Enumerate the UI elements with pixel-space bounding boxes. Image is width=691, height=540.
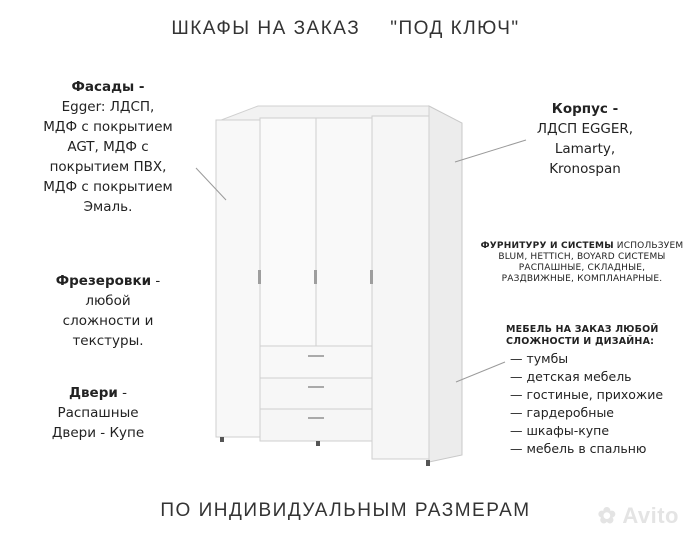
milling-heading-tail: -	[151, 273, 161, 289]
custom-heading: МЕБЕЛЬ НА ЗАКАЗ ЛЮБОЙ	[506, 324, 659, 335]
doors-heading-tail: -	[117, 385, 128, 401]
foot-2	[316, 441, 320, 446]
list-item: — гостиные, прихожие	[506, 386, 686, 404]
fittings-block	[476, 241, 688, 285]
body-line: Lamarty,	[554, 141, 616, 157]
door-handle-1	[258, 270, 261, 284]
doors-line: Двери - Купе	[51, 425, 145, 441]
fittings-heading: ФУРНИТУРУ И СИСТЕМЫ	[480, 241, 614, 251]
door-handle-3	[370, 270, 373, 284]
facades-heading: Фасады -	[71, 79, 145, 95]
body-block	[510, 99, 660, 179]
list-item: — шкафы-купе	[506, 422, 686, 440]
pointer-line-custom	[456, 362, 505, 382]
watermark-text: Avito	[622, 503, 679, 528]
foot-1	[220, 437, 224, 442]
doors-line: Распашные	[57, 405, 139, 421]
avito-watermark	[598, 503, 679, 529]
footer-text: ПО ИНДИВИДУАЛЬНЫМ РАЗМЕРАМ	[160, 500, 531, 521]
milling-line: любой	[85, 293, 131, 309]
list-item: — гардеробные	[506, 404, 686, 422]
list-item: — детская мебель	[506, 368, 686, 386]
facades-line: Эмаль.	[83, 199, 133, 215]
milling-line: текстуры.	[72, 333, 144, 349]
fittings-line: РАСПАШНЫЕ, СКЛАДНЫЕ,	[518, 263, 646, 273]
doors-heading: Двери	[68, 385, 118, 401]
facades-line: МДФ с покрытием	[43, 119, 173, 135]
body-heading: Корпус -	[551, 101, 619, 117]
custom-furniture-block	[506, 324, 686, 458]
foot-3	[426, 460, 430, 466]
wardrobe-door-2	[260, 118, 316, 346]
milling-heading: Фрезеровки	[55, 273, 152, 289]
facades-line: покрытием ПВХ,	[49, 159, 167, 175]
fittings-heading-tail: ИСПОЛЬЗУЕМ	[613, 241, 684, 251]
doors-block	[8, 383, 188, 443]
facades-block	[18, 77, 198, 217]
title-left: ШКАФЫ НА ЗАКАЗ	[171, 18, 361, 39]
title-right: "ПОД КЛЮЧ"	[390, 18, 520, 39]
wardrobe-drawer-3	[260, 409, 372, 441]
facades-line: AGT, МДФ с	[67, 139, 149, 155]
facades-line: Egger: ЛДСП,	[61, 99, 155, 115]
drawer-handle-3	[308, 417, 324, 419]
fittings-line: BLUM, HETTICH, BOYARD СИСТЕМЫ	[498, 252, 666, 262]
milling-block	[18, 271, 198, 351]
drawer-handle-1	[308, 355, 324, 357]
fittings-line: РАЗДВИЖНЫЕ, КОМПЛАНАРНЫЕ.	[501, 274, 663, 284]
wardrobe-drawer-1	[260, 346, 372, 378]
milling-line: сложности и	[62, 313, 154, 329]
wardrobe-drawer-2	[260, 378, 372, 409]
watermark-logo-icon: ✿	[597, 503, 617, 528]
body-line: ЛДСП EGGER,	[536, 121, 634, 137]
body-line: Kronospan	[549, 161, 621, 177]
custom-heading: СЛОЖНОСТИ И ДИЗАЙНА:	[506, 336, 655, 347]
drawer-handle-2	[308, 386, 324, 388]
wardrobe-door-1	[216, 120, 260, 437]
wardrobe-side-panel	[429, 106, 462, 462]
wardrobe-door-3	[316, 118, 372, 346]
door-handle-2	[314, 270, 317, 284]
list-item: — тумбы	[506, 350, 686, 368]
wardrobe-door-4	[372, 116, 429, 459]
list-item: — мебель в спальню	[506, 440, 686, 458]
facades-line: МДФ с покрытием	[43, 179, 173, 195]
